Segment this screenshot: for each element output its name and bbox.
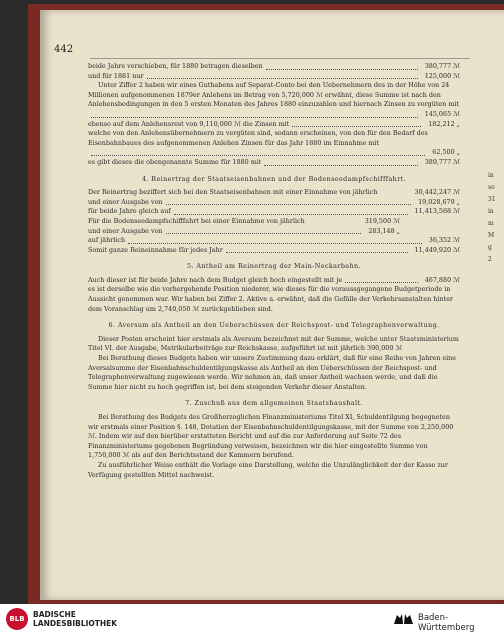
section-title: 7. Zuschuß aus dem allgemeinen Staatshaushalt.	[185, 399, 363, 408]
margin-fragment: in	[488, 172, 494, 179]
margin-fragment: 31	[488, 196, 496, 203]
paragraph: Zu ausführlicher Weise enthält die Vorlage eine Darstellung, welche die Unzulänglichkeit der der Kasse zur Verfügung gestellten Mittel nachweist.	[88, 460, 448, 479]
page-text	[88, 62, 460, 480]
margin-fragment: so	[488, 184, 495, 191]
text-line: 62,500 „	[88, 148, 460, 158]
section-title: 5. Antheil am Reinertrag der Main-Neckarbahn.	[187, 262, 361, 271]
blb-name[interactable]: BADISCHE LANDESBIBLIOTHEK	[33, 610, 118, 628]
text-line: beide Jahre verschieben, für 1880 betragen dieselben 380,777 ℳ	[88, 62, 460, 70]
facing-page-margin	[488, 170, 504, 266]
section-title: 4. Reinertrag der Staatseisenbahnen und der Bodenseedampfschifffahrt.	[141, 174, 407, 183]
margin-fragment: m	[488, 220, 494, 227]
paragraph: Bei Berathung des Budgets des Großherzoglichen Finanzministeriums Titel XI, Schuldentilgung begegneten wir erstmals einer Position §. 148, Dotation der Eisenbahnschuldentilgungskasse, mit der Summe von 2,250,000 ℳ. Indem wir auf den hierüber erstatteten Bericht und auf die zur Anforderung auf Seite 72 des Finanzministeriums gegebenen Begründung verweisen, bezeichnen wir die hier eingestellte Summe von 1,750,000 ℳ als auf den Berichtsstand der Kammern berufend.	[88, 413, 454, 460]
text-line: auf jährlich 36,352 ℳ	[88, 236, 460, 245]
paragraph: welche von den Anlehensübernehmern zu vergüten sind, sodann erscheinen, von den für den Bedarf des Eisenbahnbaues des aufgenommenen Anlehen Zinsen für das Jahr 1880 im Einnahme mit	[88, 129, 428, 147]
text-line: für beide Jahre gleich auf 11,413,568 ℳ	[88, 207, 460, 216]
baden-wuerttemberg-lions-icon	[392, 612, 414, 626]
margin-fragment: g	[488, 244, 492, 251]
text-line: ebenso auf dem Anlehensrest von 9,110,000 ℳ die Zinsen mit 182,212 „	[88, 119, 460, 128]
blb-logo-icon[interactable]: BLB	[6, 608, 28, 630]
header-rule	[90, 58, 470, 59]
text-line: Der Reinertrag beziffert sich bei den Staatseisenbahnen mit einer Einnahme von jährlich 30,442,247 ℳ	[88, 188, 460, 197]
margin-fragment: in	[488, 208, 494, 215]
page-number: 442	[54, 44, 74, 55]
text-line: es gibt dieses die obengenannte Summe für 1880 mit 389,777 ℳ	[88, 157, 460, 166]
paragraph: es ist derselbe wie die vorhergehende Position niederer, wie dieses für die voraussgegangene Budgetperiode in Aussicht genommen war. Wir haben bei Ziffer 2. Aktive a. erwähnt, daß die Gefälle der Verkehrsanstalten hinter dem Voranschlag um 2,740,050 ℳ zurückgeblieben sind.	[88, 285, 453, 313]
margin-fragment: M	[488, 232, 495, 239]
paragraph: Bei Berathung dieses Budgets haben wir unsere Zustimmung dazu erklärt, daß für eine Reihe von Jahren eine Aversalsumme der Eisenbahnschuldentilgungskasse als Antheil an den Ueberschüssen der Reichspost- und Telegraphenverwaltung zugewiesen werde. Wir nehmen an, daß unser Antheil wachsen werde, und daß die Summe hier nicht zu hoch gegriffen ist, bei dem steigenden Verkehr dieser Anstalten.	[88, 354, 457, 391]
paragraph: Unter Ziffer 2 haben wir eines Guthabens auf Separat-Conto bei den Uebernehmern des in der Höhe von 24 Millionen aufgenommenen 1879er Anlehens im Betrag von 5,720,000 ℳ erwähnt, diese Summe ist nach den Anlehensbedingungen in den 5 ersten Monaten des Jahres 1880 einzuzahlen und hiernach Zinsen zu vergüten mit	[88, 81, 460, 109]
text-line: 145,065 ℳ	[88, 110, 460, 120]
margin-fragment: 2	[488, 256, 492, 263]
text-line: und einer Ausgabe von 19,028,679 „	[88, 197, 460, 206]
footer-bar	[0, 604, 504, 633]
text-line: und einer Ausgabe von 283,148 „	[88, 226, 400, 235]
text-line: Für die Bodenseedampfschifffahrt bei einer Einnahme von jährlich 319,500 ℳ	[88, 216, 400, 225]
text-line: Auch dieser ist für beide Jahre nach dem Budget gleich hoch eingestellt mit je 467,880 ℳ	[88, 275, 460, 284]
baden-wuerttemberg-text[interactable]: Baden-Württemberg	[418, 613, 475, 633]
text-line: und für 1881 nur 125,000 ℳ	[88, 71, 460, 80]
text-line: Somit ganze Reineinnahme für jedes Jahr 11,449,920 ℳ	[88, 245, 460, 254]
section-title: 6. Aversum als Antheil an den Ueberschüssen der Reichspost- und Telegraphenverwaltung.	[108, 321, 440, 330]
paragraph: Dieser Posten erscheint hier erstmals als Aversum bezeichnet mit der Summe, welche unter Staatsministerium Titel VI. der Ausgabe, Matrikularbeiträge zur Reichskasse, aufgeführt ist mit jährlich 390,000 ℳ	[88, 334, 459, 353]
